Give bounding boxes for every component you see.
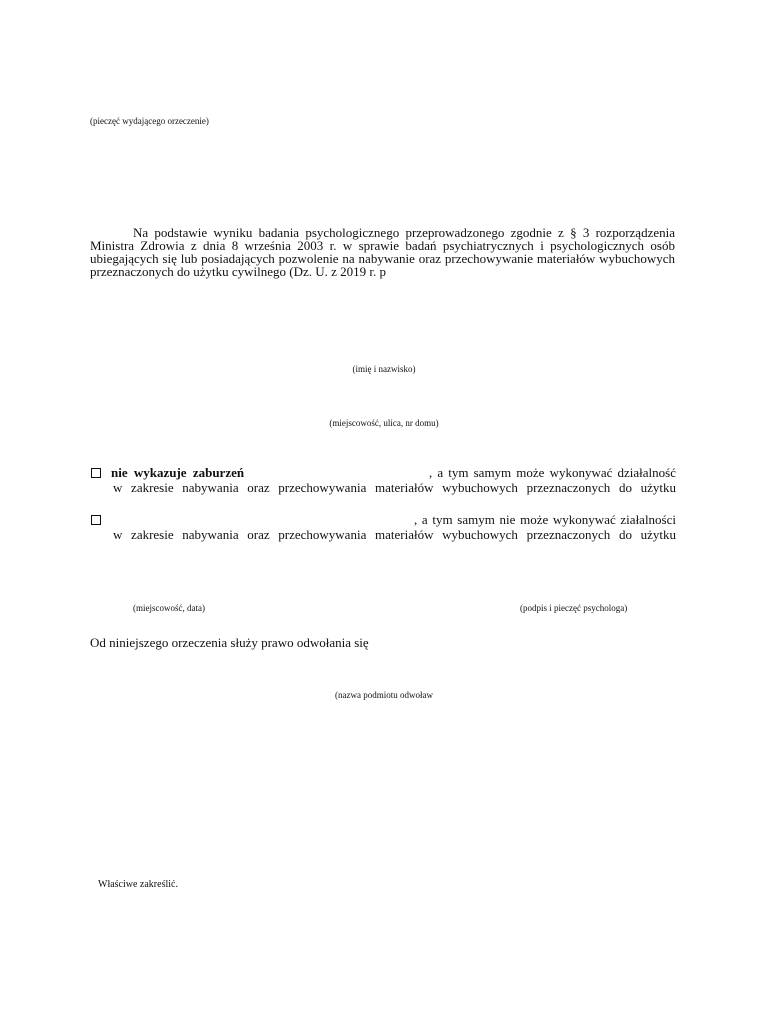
option-disorders-scope: w zakresie nabywania oraz przechowywania materiałów wybuchowych przeznaczonych do użytku <box>113 527 676 542</box>
intro-paragraph <box>90 226 675 278</box>
option-no-disorders-checkbox[interactable] <box>91 468 101 478</box>
footnote: Właściwe zakreślić. <box>98 879 178 890</box>
option-no-disorders-label: nie wykazuje zaburzeń <box>111 465 245 480</box>
option-no-disorders-scope: w zakresie nabywania oraz przechowywania materiałów wybuchowych przeznaczonych do użytku <box>113 480 676 495</box>
appeal-notice: Od niniejszego orzeczenia służy prawo odwołania się <box>90 635 369 650</box>
option-no-disorders-tail: , a tym samym może wykonywać działalność <box>429 465 676 480</box>
issuer-stamp-caption: (pieczęć wydającego orzeczenie) <box>90 116 209 126</box>
address-caption: (miejscowość, ulica, nr domu) <box>329 418 439 428</box>
full-name-caption: (imię i nazwisko) <box>352 364 416 374</box>
option-disorders-checkbox[interactable] <box>91 515 101 525</box>
psychologist-signature-caption: (podpis i pieczęć psychologa) <box>520 603 628 613</box>
option-disorders-tail: , a tym samym nie może wykonywać ziałalności <box>414 512 676 527</box>
place-date-caption: (miejscowość, data) <box>133 603 205 613</box>
intro-text: Na podstawie wyniku badania psychologicznego przeprowadzonego zgodnie z § 3 rozporządzenia Ministra Zdrowia z dnia 8 września 2003 r. w sprawie badań psychiatrycznych i psychologicznych osób ubiegających się lub posiadających pozwolenie na nabywanie oraz przechowywanie materiałów wybuchowych przeznaczonych do użytku cywilnego (Dz. U. z 2019 r. p <box>90 225 675 279</box>
appeal-body-caption: (nazwa podmiotu odwoław <box>335 690 433 700</box>
